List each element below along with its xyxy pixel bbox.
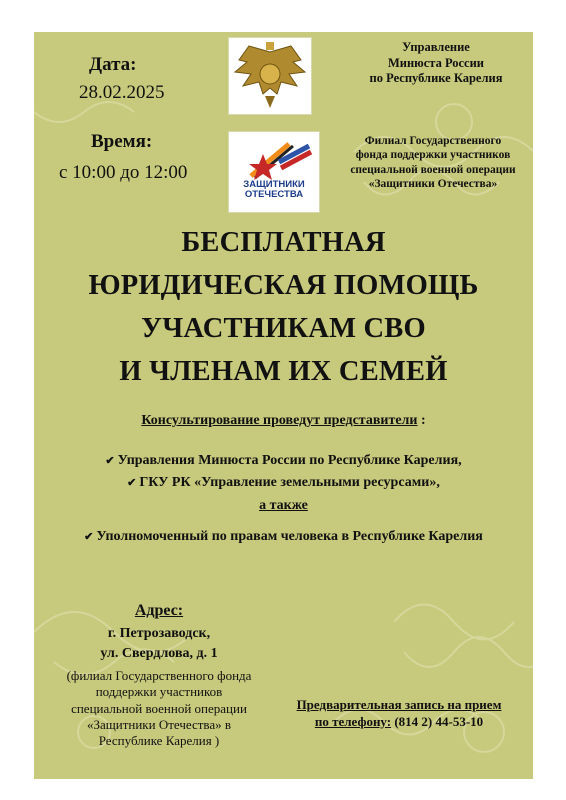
org1-line: Минюста России bbox=[387, 55, 485, 70]
logo-text-line: ЗАЩИТНИКИ bbox=[243, 179, 305, 190]
address-note bbox=[34, 668, 284, 749]
org1-line: Управление bbox=[402, 40, 470, 54]
date-label: Дата: bbox=[89, 54, 137, 75]
appointment-phone: (814 2) 44-53-10 bbox=[391, 713, 484, 729]
org2-line: Филиал Государственного bbox=[364, 135, 502, 147]
org1-line: по Республике Карелия bbox=[369, 71, 503, 86]
ministry-emblem-logo bbox=[228, 37, 312, 115]
org2-text bbox=[334, 134, 532, 192]
org2-line: специальной военной операции bbox=[350, 163, 516, 176]
appointment-phone-label: по телефону: bbox=[314, 713, 392, 729]
logo-text-line: ОТЕЧЕСТВА bbox=[244, 189, 304, 201]
date-value: 28.02.2025 bbox=[79, 82, 165, 103]
defenders-logo-text bbox=[234, 180, 314, 201]
consult-item-1 bbox=[34, 453, 533, 469]
checkmark-icon: ✔ bbox=[127, 477, 137, 489]
consult-item-text: Управления Минюста России по Республике Карелия, bbox=[117, 453, 462, 468]
checkmark-icon: ✔ bbox=[84, 531, 94, 543]
consult-item-text: ГКУ РК «Управление земельными ресурсами», bbox=[139, 475, 440, 490]
address-note-line: поддержки участников bbox=[95, 684, 223, 700]
consult-intro-suffix: : bbox=[417, 413, 426, 428]
address-street: ул. Свердлова, д. 1 bbox=[100, 646, 218, 661]
address-note-line: Республике Карелия ) bbox=[98, 733, 220, 748]
headline-line-4: И ЧЛЕНАМ ИХ СЕМЕЙ bbox=[119, 356, 448, 387]
appointment bbox=[274, 697, 524, 731]
org1-text bbox=[356, 40, 516, 87]
consult-item-text: Уполномоченный по правам человека в Республике Карелия bbox=[96, 529, 483, 544]
consult-intro-text: Консультирование проведут представители bbox=[141, 413, 418, 428]
appointment-line2 bbox=[274, 714, 524, 731]
address-city: г. Петрозаводск, bbox=[107, 626, 211, 641]
address-note-line: специальной военной операции bbox=[71, 700, 247, 716]
consult-also: а также bbox=[259, 498, 308, 513]
consult-item-3 bbox=[34, 529, 533, 545]
double-headed-eagle-icon bbox=[229, 38, 311, 114]
address-note-line: (филиал Государственного фонда bbox=[66, 668, 252, 683]
org2-line: фонда поддержки участников bbox=[355, 149, 511, 162]
consult-intro bbox=[34, 413, 533, 429]
address-label-text: Адрес: bbox=[134, 602, 184, 619]
address-label bbox=[44, 602, 274, 620]
headline-line-3: УЧАСТНИКАМ СВО bbox=[141, 313, 426, 344]
org2-line: «Защитники Отечества» bbox=[368, 178, 498, 191]
address-note-line: «Защитники Отечества» в bbox=[86, 716, 232, 732]
consult-item-2 bbox=[34, 475, 533, 491]
headline-line-1: БЕСПЛАТНАЯ bbox=[181, 227, 386, 258]
checkmark-icon: ✔ bbox=[105, 455, 115, 467]
time-label: Время: bbox=[91, 131, 153, 152]
poster bbox=[34, 32, 533, 779]
headline-line-2: ЮРИДИЧЕСКАЯ ПОМОЩЬ bbox=[88, 270, 479, 301]
time-value: с 10:00 до 12:00 bbox=[59, 162, 188, 183]
appointment-line1: Предварительная запись на прием bbox=[296, 697, 502, 712]
